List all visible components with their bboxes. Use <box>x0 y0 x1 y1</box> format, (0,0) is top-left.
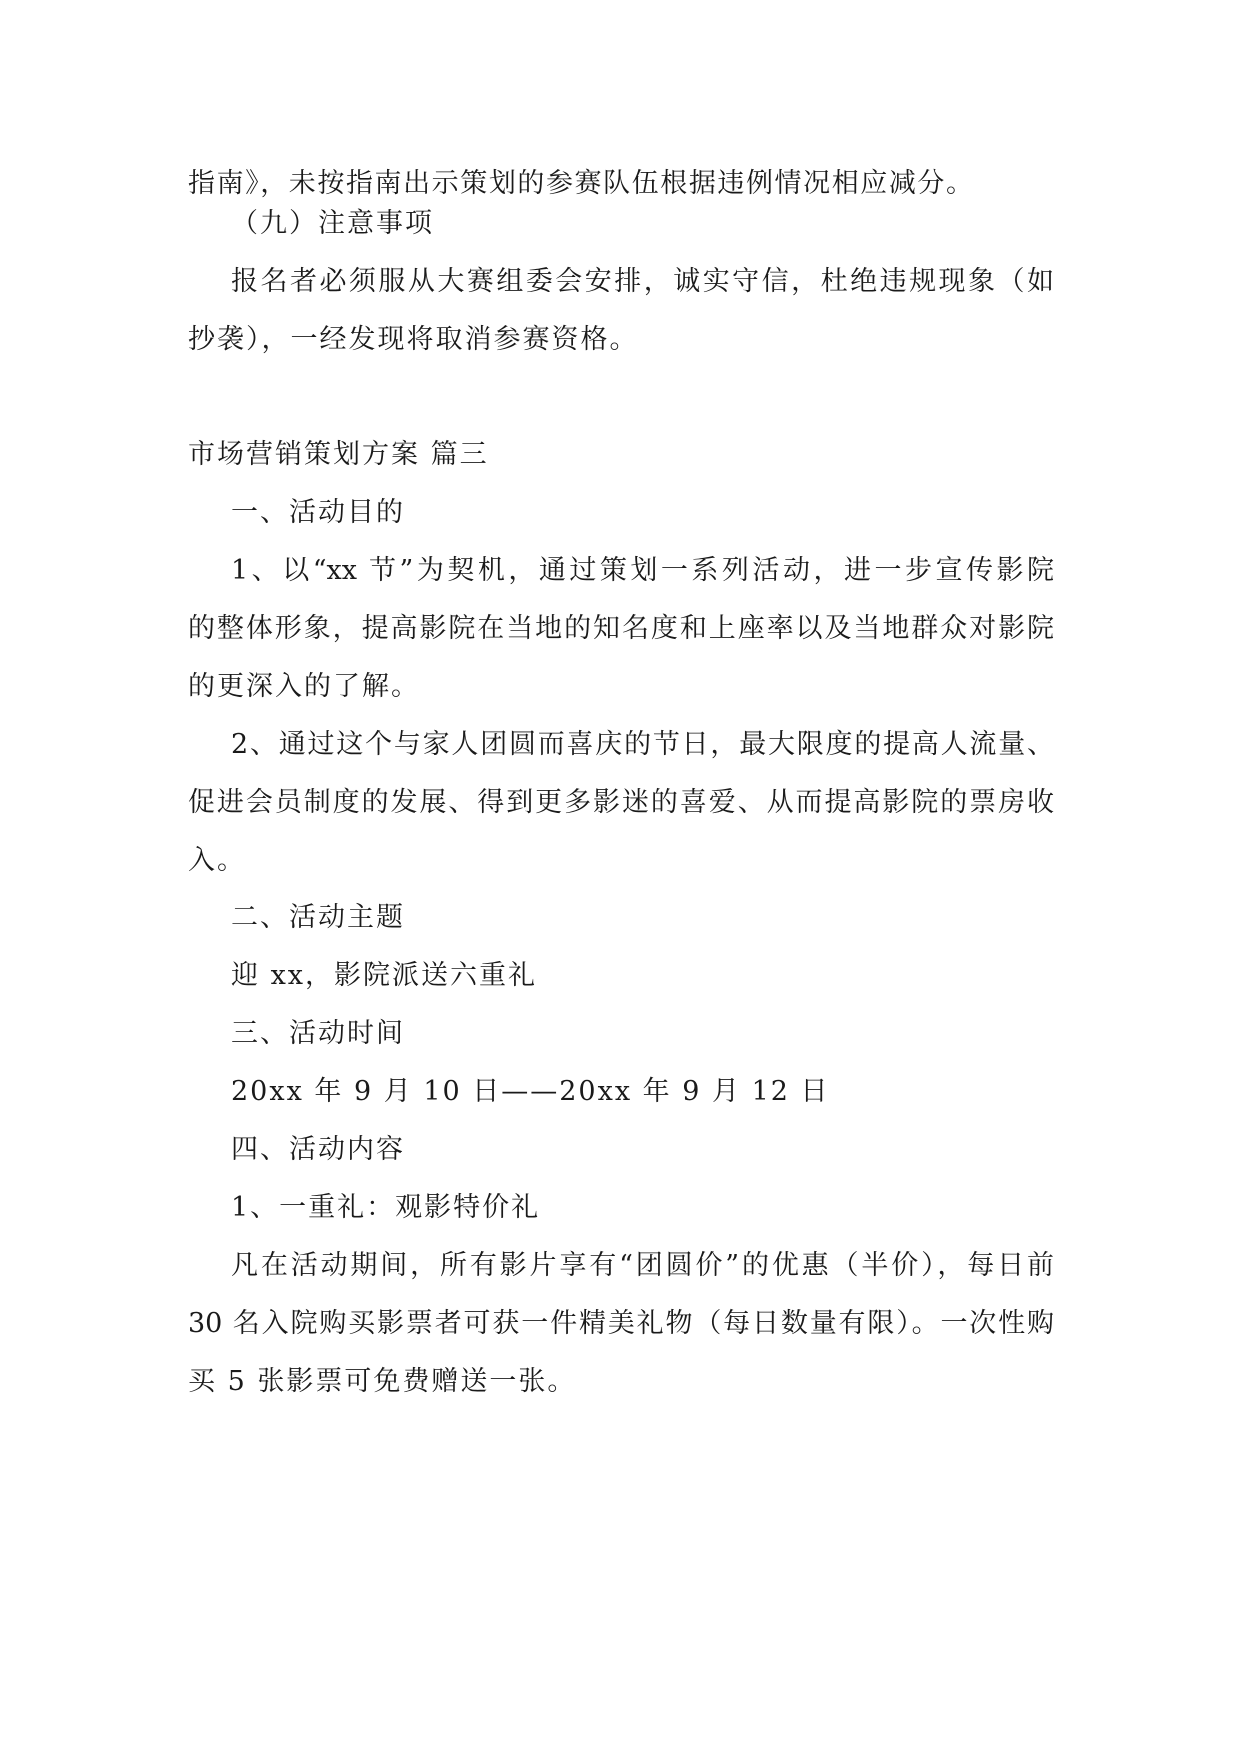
section-heading: 1、一重礼：观影特价礼 <box>231 1192 541 1223</box>
document-title: 市场营销策划方案 篇三 <box>188 439 489 470</box>
paragraph-line: 入。 <box>188 845 246 876</box>
paragraph-line: 的更深入的了解。 <box>188 671 420 702</box>
section-heading: 四、活动内容 <box>231 1134 405 1165</box>
paragraph-line: 指南》，未按指南出示策划的参赛队伍根据违例情况相应减分。 <box>188 168 973 199</box>
section-heading: 三、活动时间 <box>231 1018 405 1049</box>
paragraph-line: 抄袭），一经发现将取消参赛资格。 <box>188 324 639 355</box>
paragraph-line: 30 名入院购买影票者可获一件精美礼物（每日数量有限）。一次性购 <box>188 1308 1054 1339</box>
paragraph-line: 20xx 年 9 月 10 日——20xx 年 9 月 12 日 <box>231 1076 830 1107</box>
section-heading: （九）注意事项 <box>231 208 434 239</box>
paragraph-line: 买 5 张影票可免费赠送一张。 <box>188 1366 577 1397</box>
section-heading: 一、活动目的 <box>231 497 405 528</box>
paragraph-line: 凡在活动期间，所有影片享有“团圆价”的优惠（半价），每日前 <box>231 1250 1054 1281</box>
paragraph-line: 1、以“xx 节”为契机，通过策划一系列活动，进一步宣传影院 <box>231 555 1054 586</box>
paragraph-line: 的整体形象，提高影院在当地的知名度和上座率以及当地群众对影院 <box>188 613 1054 644</box>
section-heading: 二、活动主题 <box>231 902 405 933</box>
paragraph-line: 报名者必须服从大赛组委会安排，诚实守信，杜绝违规现象（如 <box>231 266 1054 297</box>
paragraph-line: 迎 xx，影院派送六重礼 <box>231 960 538 991</box>
paragraph-line: 2、通过这个与家人团圆而喜庆的节日，最大限度的提高人流量、 <box>231 729 1054 760</box>
paragraph-line: 促进会员制度的发展、得到更多影迷的喜爱、从而提高影院的票房收 <box>188 787 1054 818</box>
